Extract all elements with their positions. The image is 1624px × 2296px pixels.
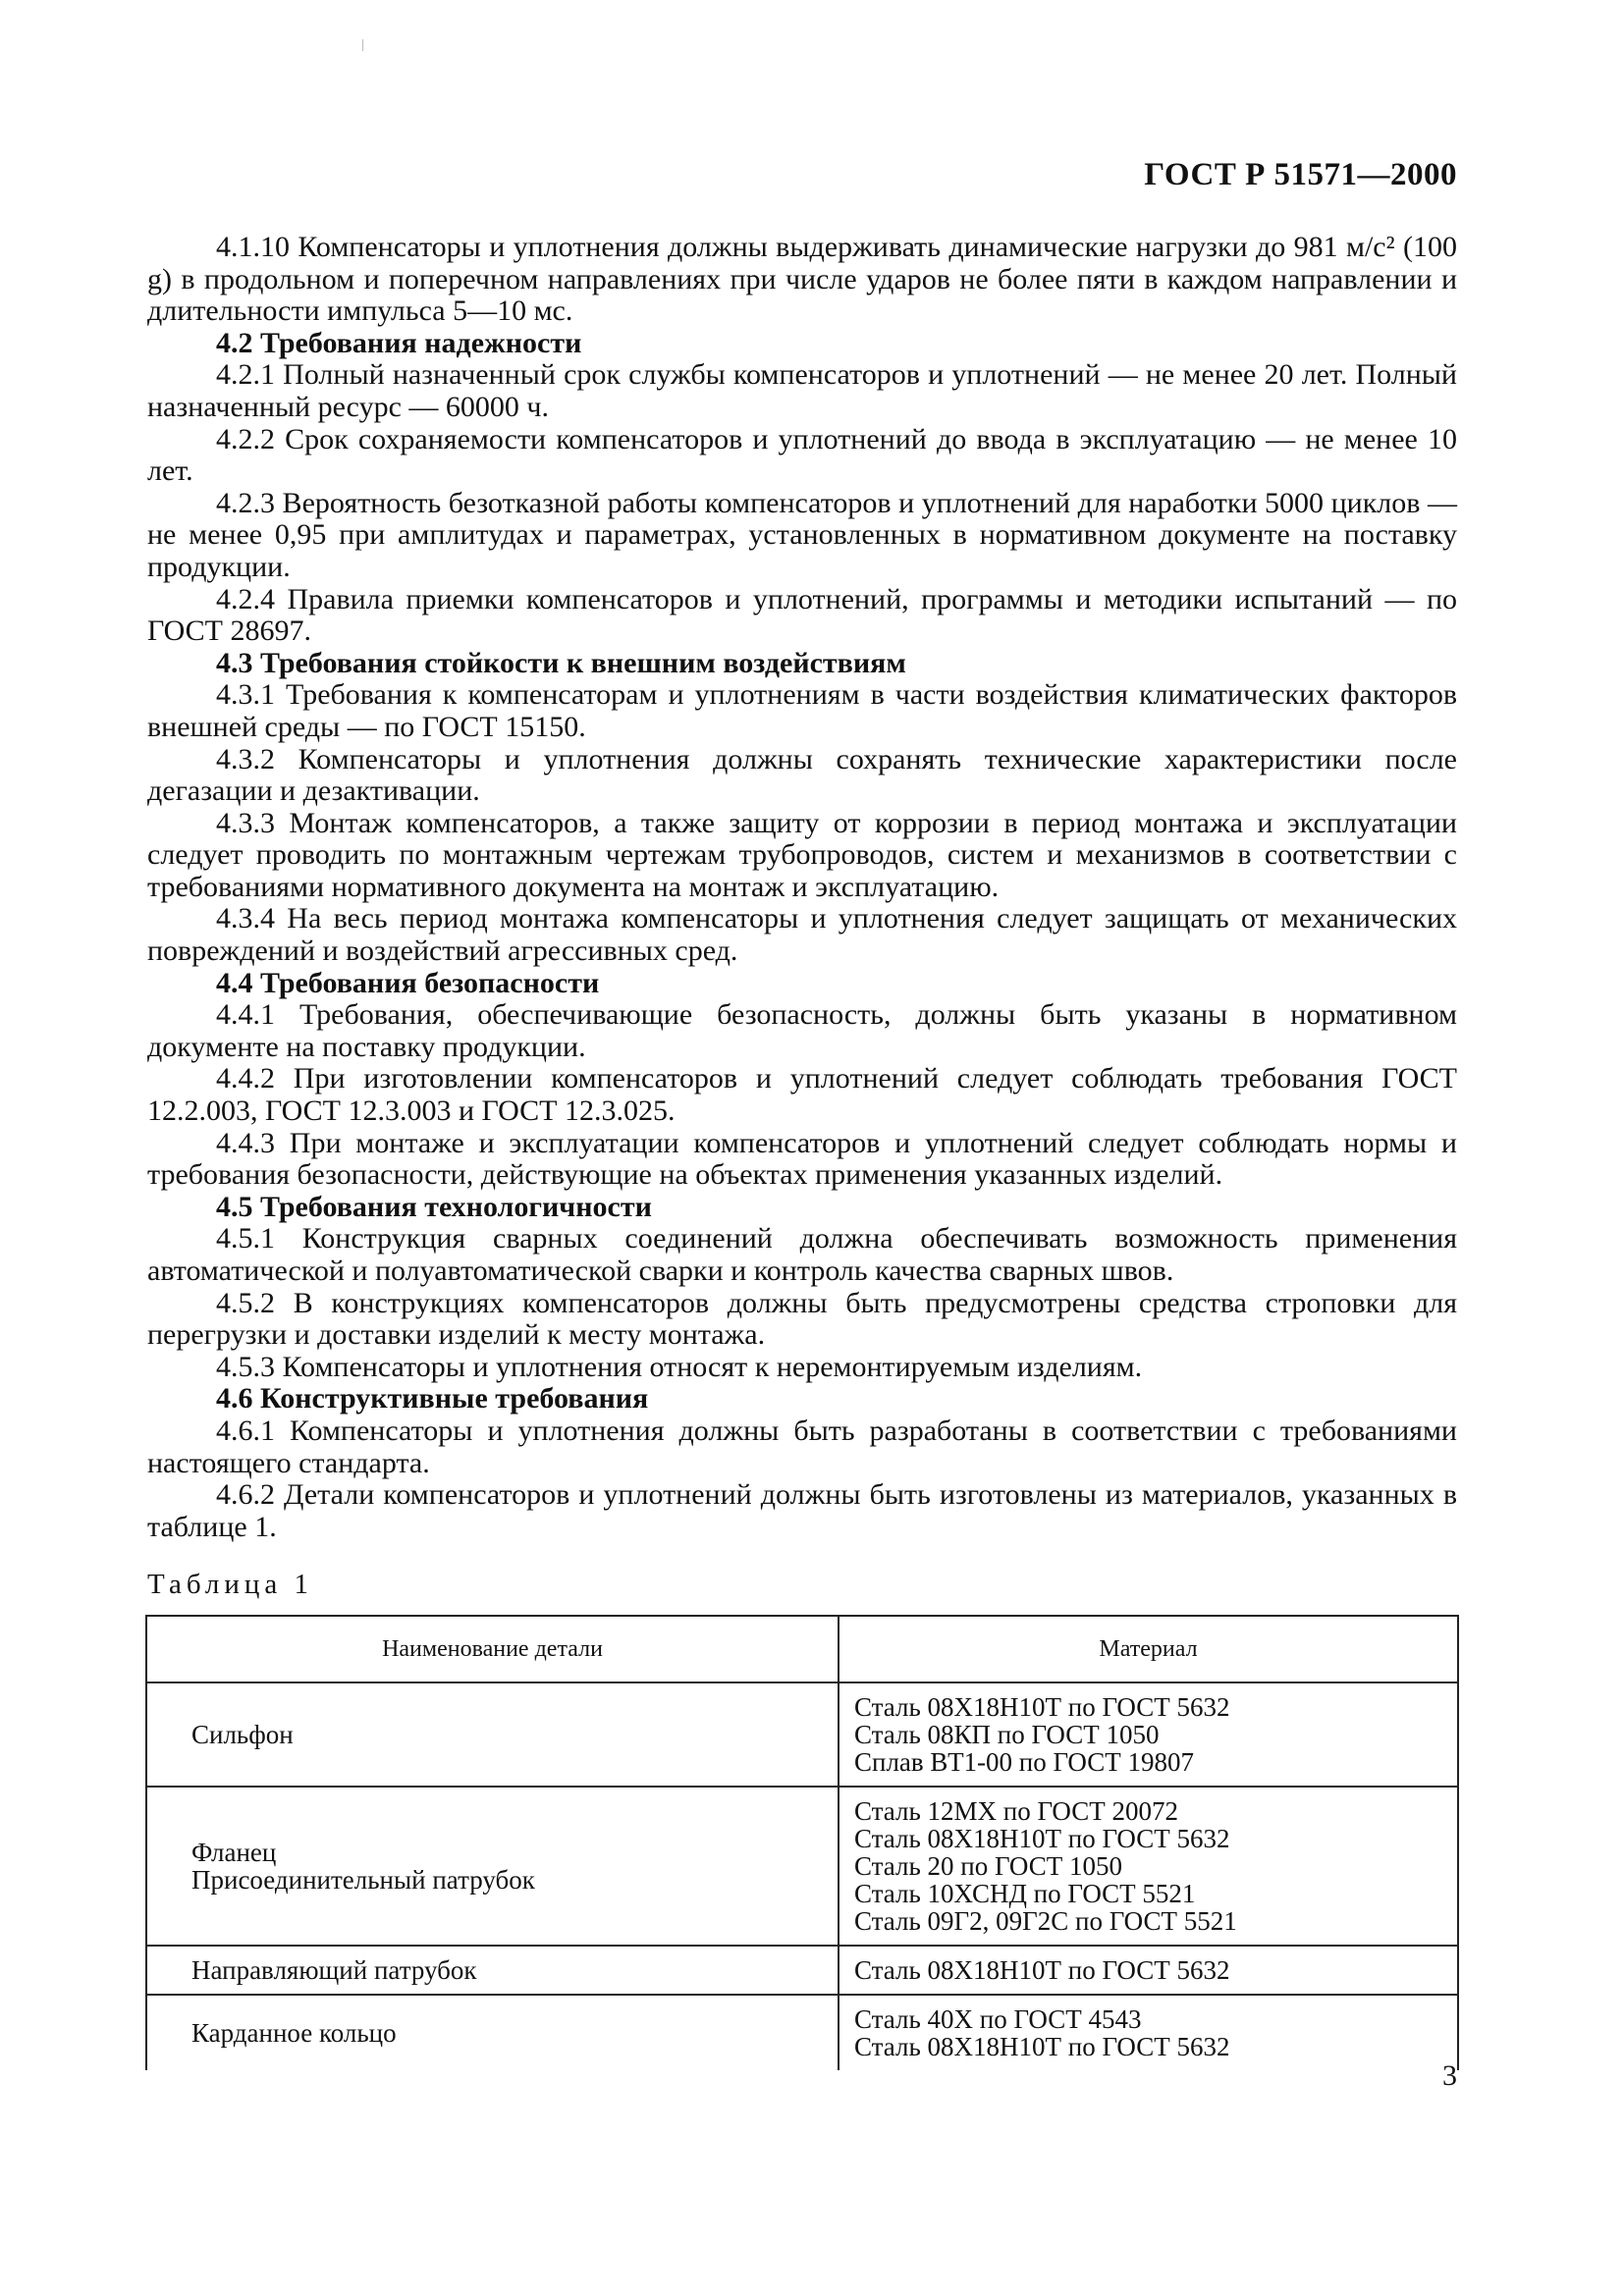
- paragraph: 4.3.3 Монтаж компенсаторов, а также защиту от коррозии в период монтажа и эксплуатации следует проводить по монтажным чертежам трубопроводов, систем и механизмов в соответствии с требованиями нормативного документа на монтаж и эксплуатацию.: [147, 806, 1457, 903]
- table-caption: Таблица 1: [147, 1569, 314, 1600]
- paragraph: 4.2.3 Вероятность безотказной работы компенсаторов и уплотнений для наработки 5000 циклов — не менее 0,95 при амплитудах и параметрах, установленных в нормативном документе на поставку продукции.: [147, 486, 1457, 583]
- section-heading: 4.2 Требования надежности: [216, 326, 582, 359]
- paragraph: 4.6.2 Детали компенсаторов и уплотнений должны быть изготовлены из материалов, указанных в таблице 1.: [147, 1478, 1457, 1543]
- paragraph: 4.2.4 Правила приемки компенсаторов и уплотнений, программы и методики испытаний — по ГОСТ 28697.: [147, 582, 1457, 648]
- document-body: [147, 232, 1457, 1543]
- material-cell: [839, 1787, 1458, 1946]
- section-heading: 4.3 Требования стойкости к внешним воздействиям: [216, 646, 906, 679]
- material-cell: [839, 1995, 1458, 2070]
- material-line: Сталь 12МХ по ГОСТ 20072: [854, 1796, 1179, 1826]
- material-line: Сталь 40Х по ГОСТ 4543: [854, 2004, 1142, 2034]
- material-line: Сталь 08Х18Н10Т по ГОСТ 5632: [854, 1824, 1230, 1853]
- table-row: [146, 1682, 1458, 1787]
- paragraph: 4.5.2 В конструкциях компенсаторов должны быть предусмотрены средства строповки для перегрузки и доставки изделий к месту монтажа.: [147, 1286, 1457, 1352]
- table-row: [146, 1946, 1458, 1995]
- part-name-cell: Карданное кольцо: [146, 1995, 839, 2070]
- material-line: Сплав ВТ1-00 по ГОСТ 19807: [854, 1747, 1195, 1777]
- page-number: 3: [1442, 2059, 1457, 2092]
- material-line: Сталь 09Г2, 09Г2С по ГОСТ 5521: [854, 1906, 1237, 1936]
- section-heading: 4.6 Конструктивные требования: [216, 1382, 649, 1415]
- material-line: Сталь 08КП по ГОСТ 1050: [854, 1720, 1160, 1749]
- paragraph: 4.6.1 Компенсаторы и уплотнения должны быть разработаны в соответствии с требованиями настоящего стандарта.: [147, 1414, 1457, 1479]
- paragraph: 4.4.1 Требования, обеспечивающие безопасность, должны быть указаны в нормативном документе на поставку продукции.: [147, 998, 1457, 1063]
- paragraph: 4.4.2 При изготовлении компенсаторов и уплотнений следует соблюдать требования ГОСТ 12.2.003, ГОСТ 12.3.003 и ГОСТ 12.3.025.: [147, 1062, 1457, 1128]
- material-line: Сталь 08Х18Н10Т по ГОСТ 5632: [854, 1955, 1230, 1985]
- part-name-cell: Фланец Присоединительный патрубок: [146, 1787, 839, 1946]
- section-heading: 4.4 Требования безопасности: [216, 966, 600, 999]
- paragraph: 4.1.10 Компенсаторы и уплотнения должны выдерживать динамические нагрузки до 981 м/с² (100 g) в продольном и поперечном направлениях при числе ударов не более пяти в каждом направлении и длительности импульса 5—10 мс.: [147, 231, 1457, 328]
- material-line: Сталь 10ХСНД по ГОСТ 5521: [854, 1879, 1196, 1908]
- section-heading: 4.5 Требования технологичности: [216, 1190, 652, 1223]
- material-cell: [839, 1946, 1458, 1995]
- table-row: [146, 1995, 1458, 2070]
- column-header-material: Материал: [839, 1616, 1458, 1682]
- paragraph: 4.3.1 Требования к компенсаторам и уплотнениям в части воздействия климатических факторов внешней среды — по ГОСТ 15150.: [147, 678, 1457, 743]
- column-header-part-name: Наименование детали: [146, 1616, 839, 1682]
- materials-table: [145, 1615, 1459, 2070]
- document-code: ГОСТ Р 51571—2000: [1144, 157, 1457, 192]
- part-name-cell: Сильфон: [146, 1682, 839, 1787]
- paragraph: 4.3.4 На весь период монтажа компенсаторы и уплотнения следует защищать от механических повреждений и воздействий агрессивных сред.: [147, 902, 1457, 968]
- paragraph: 4.5.1 Конструкция сварных соединений должна обеспечивать возможность применения автоматической и полуавтоматической сварки и контроль качества сварных швов.: [147, 1222, 1457, 1287]
- material-cell: [839, 1682, 1458, 1787]
- paragraph: 4.4.3 При монтаже и эксплуатации компенсаторов и уплотнений следует соблюдать нормы и требования безопасности, действующие на объектах применения указанных изделий.: [147, 1126, 1457, 1192]
- paragraph: 4.5.3 Компенсаторы и уплотнения относят к неремонтируемым изделиям.: [216, 1350, 1143, 1383]
- table-row: [146, 1787, 1458, 1946]
- material-line: Сталь 08Х18Н10Т по ГОСТ 5632: [854, 1692, 1230, 1722]
- material-line: Сталь 20 по ГОСТ 1050: [854, 1851, 1123, 1881]
- paragraph: 4.3.2 Компенсаторы и уплотнения должны сохранять технические характеристики после дегазации и дезактивации.: [147, 742, 1457, 808]
- scan-mark: [362, 39, 363, 51]
- paragraph: 4.2.2 Срок сохраняемости компенсаторов и уплотнений до ввода в эксплуатацию — не менее 10 лет.: [147, 422, 1457, 488]
- table-header-row: [146, 1616, 1458, 1682]
- paragraph: 4.2.1 Полный назначенный срок службы компенсаторов и уплотнений — не менее 20 лет. Полный назначенный ресурс — 60000 ч.: [147, 358, 1457, 423]
- part-name-cell: Направляющий патрубок: [146, 1946, 839, 1995]
- material-line: Сталь 08Х18Н10Т по ГОСТ 5632: [854, 2032, 1230, 2061]
